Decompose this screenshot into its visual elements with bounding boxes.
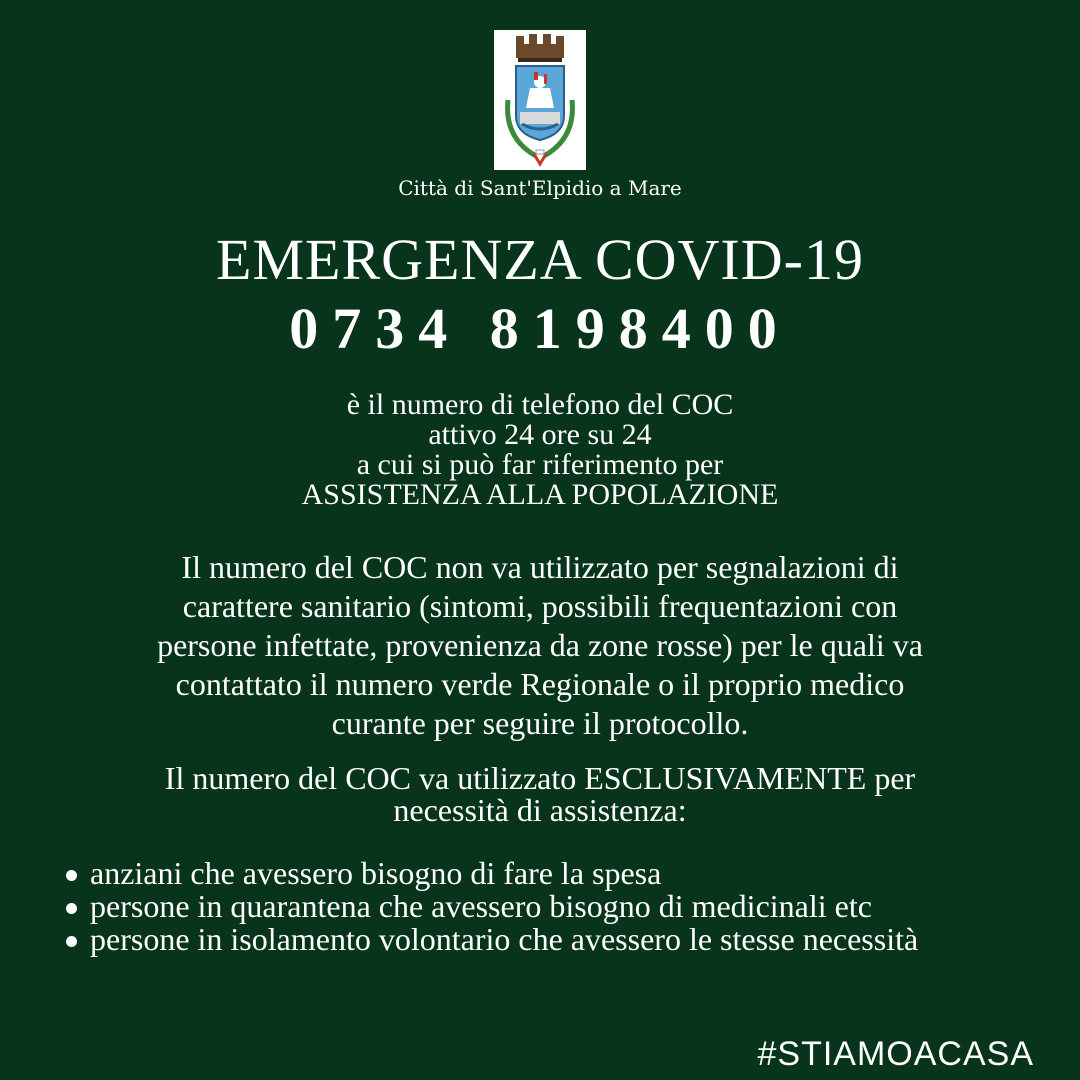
list-item bbox=[62, 888, 1050, 924]
hashtag: #STIAMOACASA bbox=[757, 1035, 1034, 1073]
usage-paragraph bbox=[30, 762, 1050, 826]
intro-line: è il numero di telefono del COC bbox=[346, 388, 734, 421]
warning-line: contattato il numero verde Regionale o il proprio medico bbox=[175, 666, 905, 702]
emergency-phone-number: 0734 8198400 bbox=[289, 296, 791, 361]
intro-line: attivo 24 ore su 24 bbox=[428, 418, 652, 451]
warning-line: persone infettate, provenienza da zone rosse) per le quali va bbox=[157, 627, 923, 663]
warning-line: carattere sanitario (sintomi, possibili frequentazioni con bbox=[182, 588, 898, 624]
bullet-icon bbox=[66, 870, 77, 881]
list-item bbox=[62, 921, 1050, 957]
intro-line: a cui si può far riferimento per bbox=[356, 448, 724, 481]
list-item-text: persone in quarantena che avessero bisogno di medicinali etc bbox=[90, 888, 872, 924]
page-title: EMERGENZA COVID-19 bbox=[216, 227, 864, 292]
list-item-text: anziani che avessero bisogno di fare la spesa bbox=[90, 855, 662, 891]
warning-line: Il numero del COC non va utilizzato per segnalazioni di bbox=[181, 549, 899, 585]
city-name: Città di Sant'Elpidio a Mare bbox=[398, 176, 682, 200]
intro-paragraph bbox=[30, 390, 1050, 510]
bullet-icon bbox=[66, 936, 77, 947]
intro-line: ASSISTENZA ALLA POPOLAZIONE bbox=[301, 478, 779, 511]
city-crest-icon bbox=[494, 30, 586, 170]
warning-line: curante per seguire il protocollo. bbox=[331, 705, 749, 741]
usage-line: necessità di assistenza: bbox=[393, 792, 687, 828]
list-item bbox=[62, 855, 1050, 891]
usage-line: Il numero del COC va utilizzato ESCLUSIVAMENTE per bbox=[164, 760, 916, 796]
warning-paragraph bbox=[30, 548, 1050, 743]
bullet-icon bbox=[66, 903, 77, 914]
list-item-text: persone in isolamento volontario che avessero le stesse necessità bbox=[90, 921, 919, 957]
needs-list bbox=[62, 855, 1050, 957]
